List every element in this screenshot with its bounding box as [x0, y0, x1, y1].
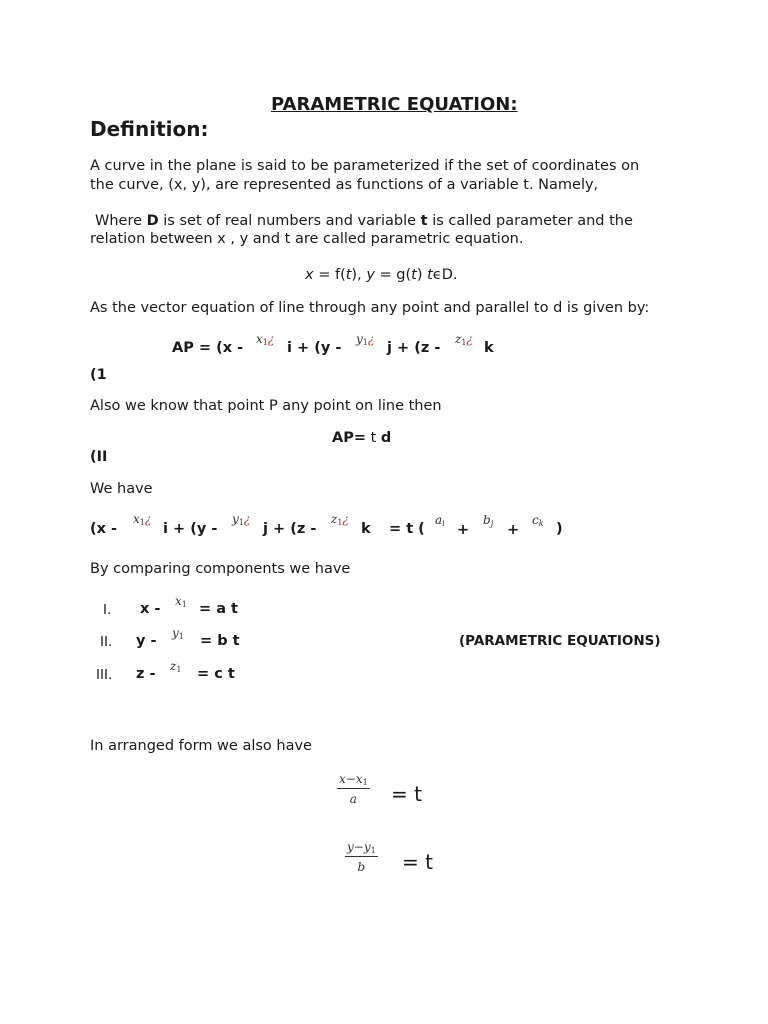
text: AP=	[332, 430, 366, 446]
equation-part: j + (z -	[263, 521, 317, 537]
text: x	[256, 332, 263, 346]
text: a	[435, 513, 443, 527]
equation-part: (x -	[90, 521, 118, 537]
equation-part: i + (y -	[163, 521, 218, 537]
list-var: z -	[136, 666, 156, 682]
text: x	[305, 267, 314, 283]
paragraph-line: the curve, (x, y), are represented as functions of a variable t. Namely,	[90, 177, 599, 193]
math-term	[483, 513, 493, 528]
text: is called parameter and the	[432, 213, 633, 229]
text: 1	[461, 338, 467, 347]
text: ¿	[144, 512, 152, 526]
page-title: PARAMETRIC EQUATION:	[271, 94, 518, 115]
math-term	[133, 512, 151, 527]
definition-heading: Definition:	[90, 117, 209, 141]
fraction	[345, 840, 378, 874]
text: ¿	[367, 332, 375, 346]
paragraph-line	[95, 212, 633, 231]
text: Where	[95, 213, 143, 229]
paragraph-line: As the vector equation of line through any point and parallel to d is given by:	[90, 300, 650, 316]
text: ¿	[466, 332, 473, 346]
math-term	[256, 332, 274, 347]
numerator	[345, 840, 378, 857]
text: 1	[238, 518, 244, 527]
text: x	[133, 512, 140, 526]
math-term	[331, 512, 349, 527]
text: y	[172, 626, 179, 640]
text: )	[416, 267, 428, 283]
text: b	[483, 513, 491, 527]
list-rhs: = a t	[199, 601, 238, 617]
text: t	[427, 267, 433, 283]
math-term	[455, 332, 473, 347]
text: 1	[337, 518, 343, 527]
paragraph-line: A curve in the plane is said to be parameterized if the set of coordinates on	[90, 158, 640, 174]
text: ϵD.	[432, 267, 458, 283]
paragraph-line: relation between x , y and t are called parametric equation.	[90, 231, 524, 247]
equation-part: +	[507, 522, 520, 538]
text: y	[366, 267, 375, 283]
equation-part: j + (z -	[387, 340, 441, 356]
paragraph-line: Also we know that point P any point on line then	[90, 398, 442, 414]
equation-rhs: = t	[391, 782, 422, 806]
math-term	[435, 513, 445, 528]
text: ),	[351, 267, 367, 283]
list-var: y -	[136, 633, 157, 649]
equation-label: (II	[90, 449, 108, 465]
text: x	[175, 594, 182, 608]
paragraph-line: We have	[90, 481, 153, 497]
math-term	[532, 513, 544, 528]
list-var: x -	[140, 601, 161, 617]
equation-part: )	[556, 521, 563, 537]
text: z	[170, 659, 177, 673]
text: t	[420, 213, 428, 229]
text: t	[370, 430, 377, 446]
numerator	[337, 772, 370, 789]
parametric-definition	[305, 266, 458, 285]
equation-part: k	[484, 340, 494, 356]
text: 1	[362, 778, 368, 787]
math-term	[170, 659, 181, 674]
text: 1	[139, 518, 145, 527]
equation-rhs: = t	[402, 850, 433, 874]
math-term	[232, 512, 250, 527]
text: D	[146, 213, 159, 229]
text: t	[411, 267, 417, 283]
text: y	[356, 332, 363, 346]
list-number: II.	[100, 634, 113, 650]
math-term	[356, 332, 374, 347]
text: 1	[181, 600, 187, 609]
equation-part: +	[457, 522, 470, 538]
text: is set of real numbers and variable	[163, 213, 417, 229]
text: z	[455, 332, 462, 346]
denominator: b	[357, 860, 366, 874]
text: = f(	[313, 267, 346, 283]
text: y	[232, 512, 239, 526]
equation-part: k	[361, 521, 371, 537]
parametric-equations-label: (PARAMETRIC EQUATIONS)	[459, 633, 661, 649]
equation-2	[332, 429, 391, 448]
text: d	[380, 430, 392, 446]
list-number: III.	[96, 667, 113, 683]
text: 1	[176, 665, 182, 674]
text: 1	[362, 338, 368, 347]
text: = g(	[374, 267, 412, 283]
list-number: I.	[103, 602, 112, 618]
text: ¿	[243, 512, 251, 526]
equation-part: AP = (x -	[172, 340, 244, 356]
equation-part: i + (y -	[287, 340, 342, 356]
math-term	[172, 626, 184, 641]
text: ¿	[267, 332, 275, 346]
text: i	[442, 519, 445, 528]
paragraph-line: In arranged form we also have	[90, 738, 312, 754]
math-term	[175, 594, 187, 609]
text: x−x	[339, 772, 363, 786]
denominator: a	[349, 792, 357, 806]
paragraph-line: By comparing components we have	[90, 561, 351, 577]
text: c	[532, 513, 539, 527]
equation-label: (1	[90, 367, 107, 383]
list-rhs: = c t	[197, 666, 235, 682]
text: ¿	[342, 512, 349, 526]
list-rhs: = b t	[200, 633, 240, 649]
text: z	[331, 512, 338, 526]
text: 1	[178, 632, 184, 641]
fraction	[337, 772, 370, 806]
text: k	[538, 519, 544, 528]
text: y−y	[347, 840, 371, 854]
text: 1	[370, 846, 376, 855]
text: 1	[262, 338, 268, 347]
text: j	[490, 519, 494, 528]
equation-part: = t (	[389, 521, 425, 537]
text: t	[345, 267, 352, 283]
